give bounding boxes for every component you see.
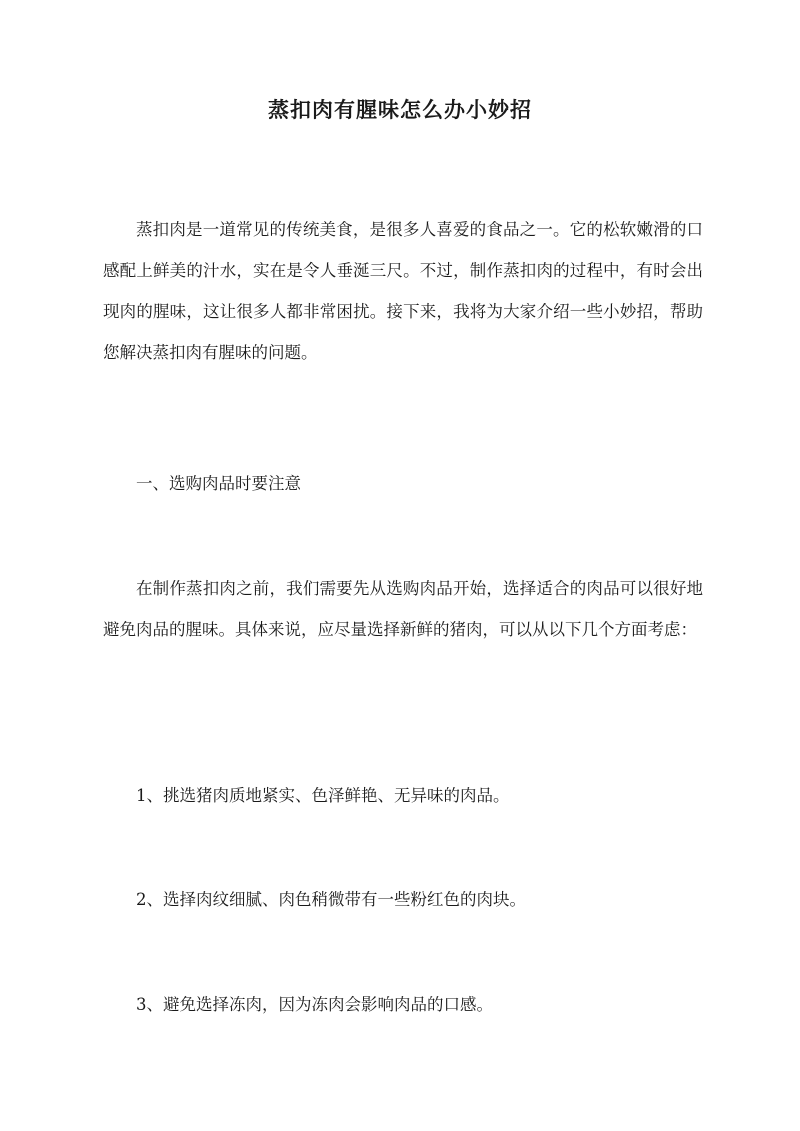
list-item: 2、选择肉纹细腻、肉色稍微带有一些粉红色的肉块。 bbox=[136, 890, 526, 909]
section-body-paragraph: 在制作蒸扣肉之前，我们需要先从选购肉品开始，选择适合的肉品可以很好地避免肉品的腥味。具体来说，应尽量选择新鲜的猪肉，可以从以下几个方面考虑： bbox=[103, 579, 703, 639]
intro-paragraph: 蒸扣肉是一道常见的传统美食，是很多人喜爱的食品之一。它的松软嫩滑的口感配上鲜美的汁水，实在是令人垂涎三尺。不过，制作蒸扣肉的过程中，有时会出现肉的腥味，这让很多人都非常困扰。接下来，我将为大家介绍一些小妙招，帮助您解决蒸扣肉有腥味的问题。 bbox=[103, 220, 703, 362]
document-title: 蒸扣肉有腥味怎么办小妙招 bbox=[268, 97, 532, 122]
section-heading: 一、选购肉品时要注意 bbox=[136, 474, 301, 493]
list-item: 1、挑选猪肉质地紧实、色泽鲜艳、无异味的肉品。 bbox=[136, 786, 510, 805]
list-item: 3、避免选择冻肉，因为冻肉会影响肉品的口感。 bbox=[136, 995, 493, 1014]
